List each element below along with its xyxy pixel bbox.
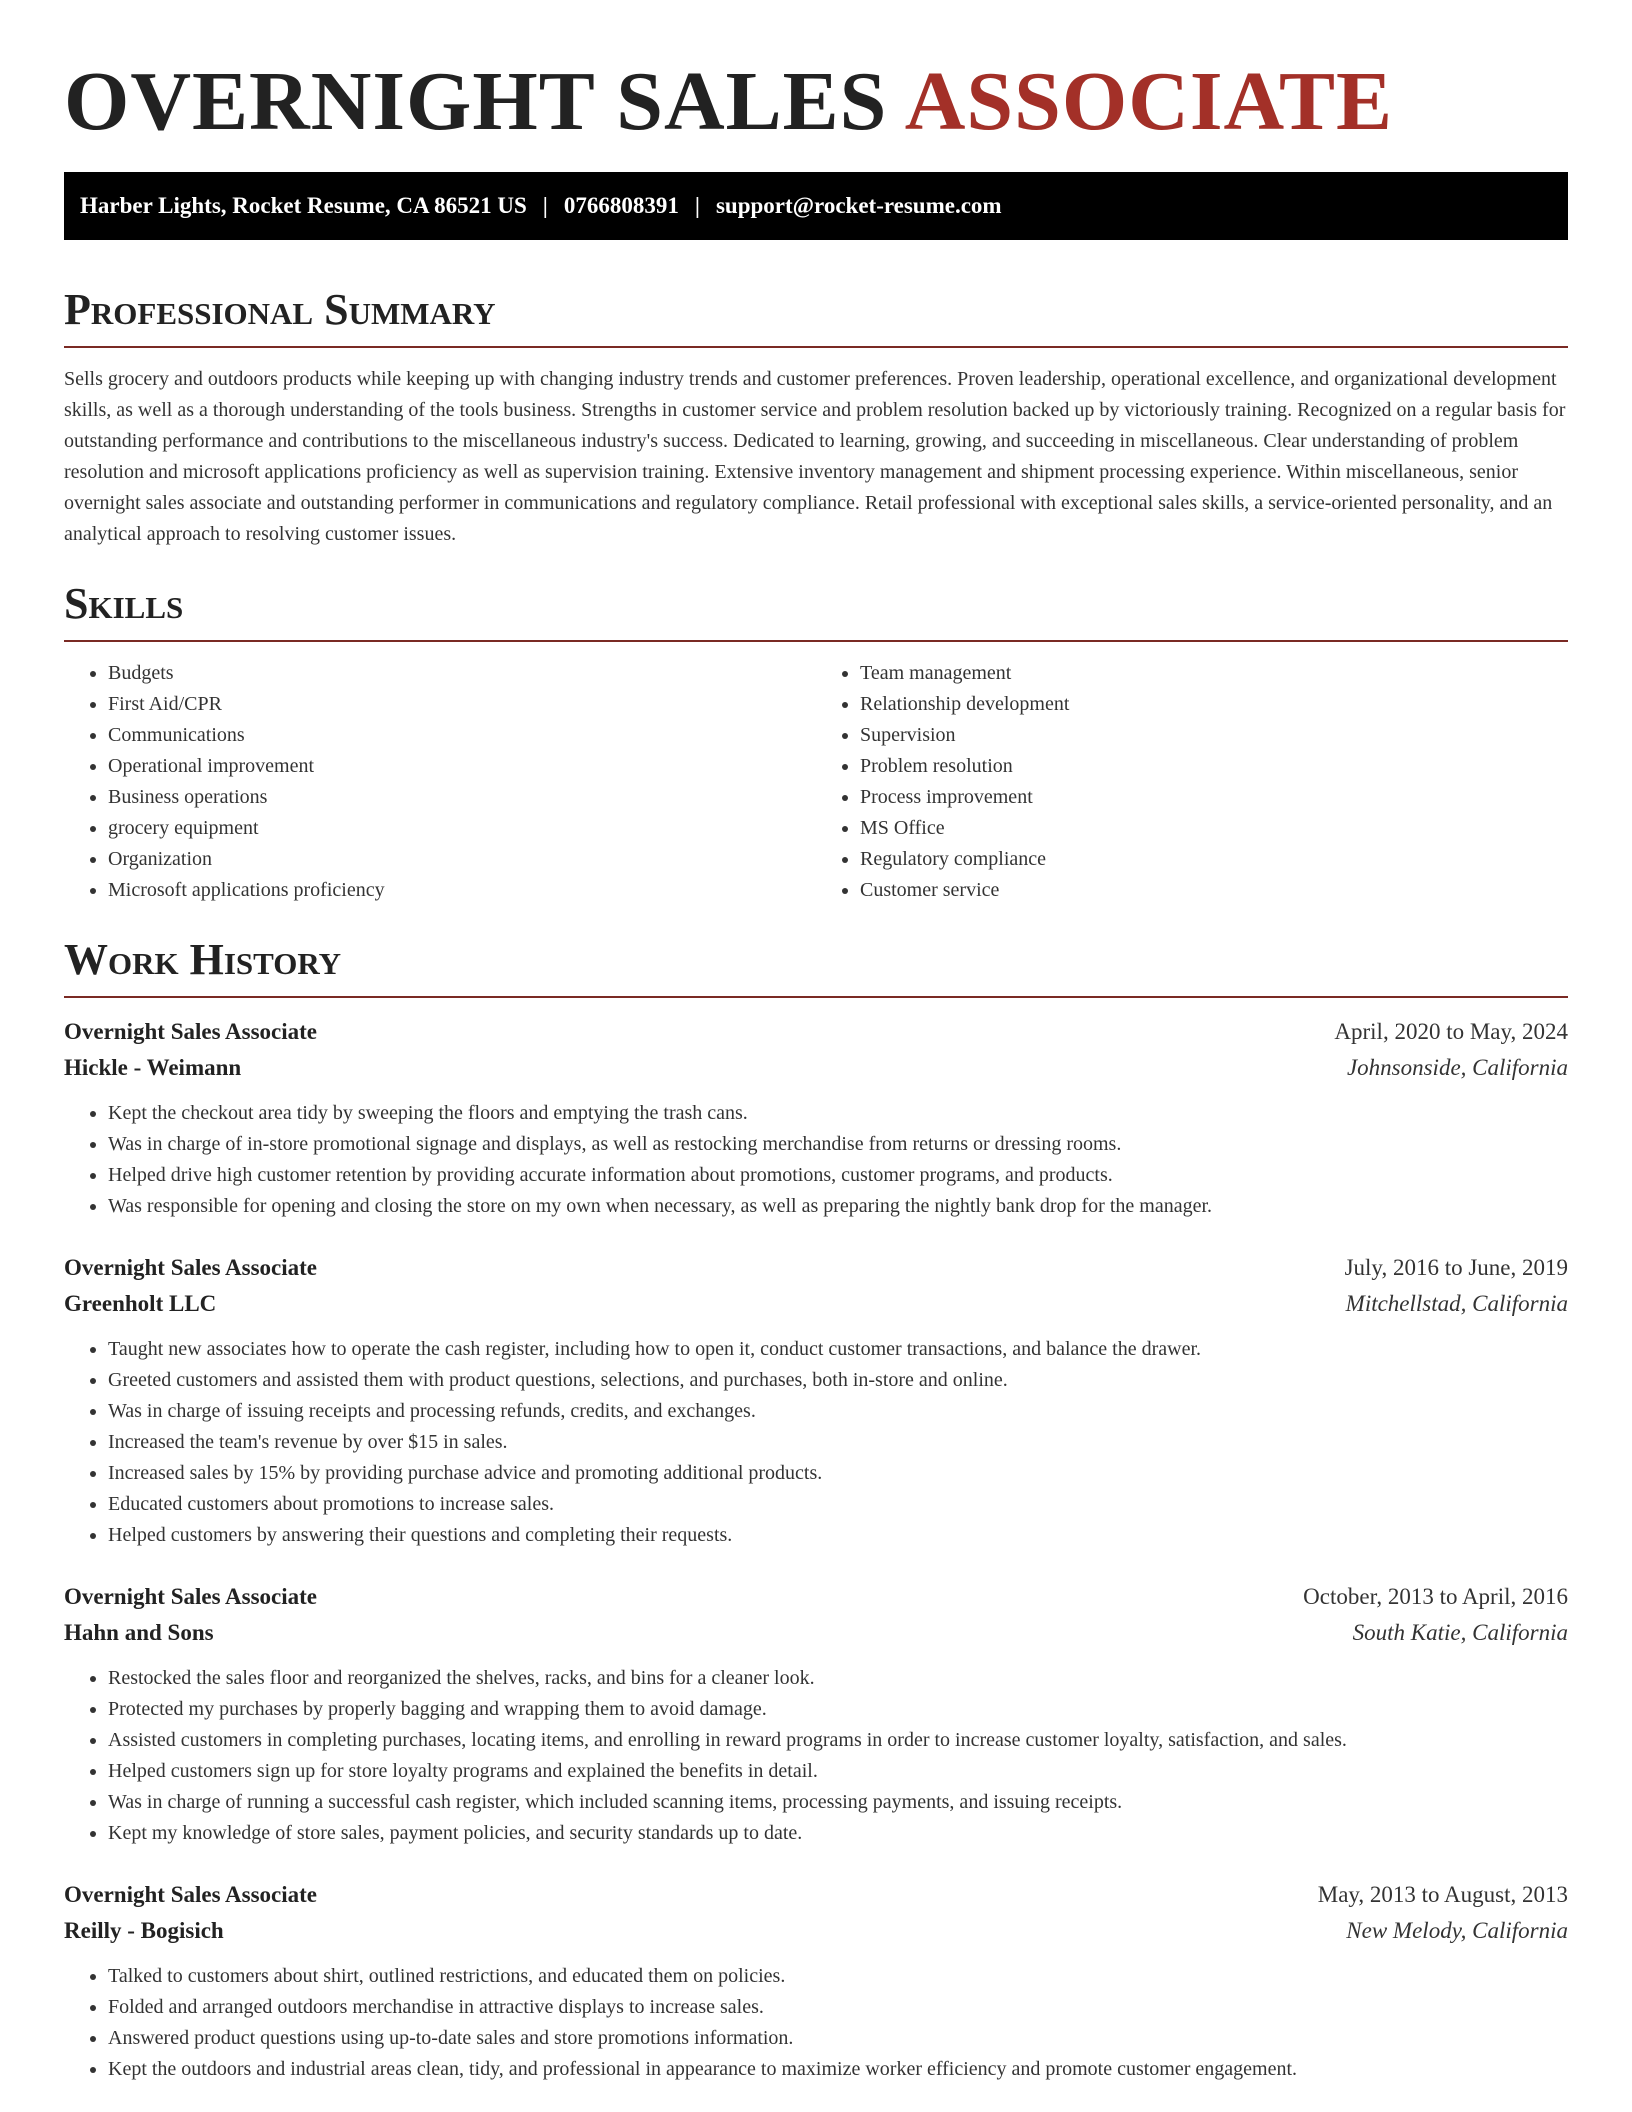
job-dates: October, 2013 to April, 2016 bbox=[1303, 1584, 1568, 1609]
summary-text: Sells grocery and outdoors products while keeping up with changing industry trends and customer preferences. Proven leadership, operational excellence, and organizational development skills, as well as a thorough understanding of the tools business. Strengths in customer service and problem resolution backed up by victoriously training. Recognized on a regular basis for outstanding performance and contributions to the miscellaneous industry's success. Dedicated to learning, growing, and succeeding in miscellaneous. Clear understanding of problem resolution and microsoft applications proficiency as well as supervision training. Extensive inventory management and shipment processing experience. Within miscellaneous, senior overnight sales associate and outstanding performer in communications and regulatory compliance. Retail professional with exceptional sales skills, a service-oriented personality, and an analytical approach to resolving customer issues. bbox=[64, 368, 1566, 545]
skill-item: • MS Office bbox=[860, 813, 1568, 844]
job-company-row bbox=[64, 1913, 1568, 1949]
job-company-row bbox=[64, 1286, 1568, 1322]
skill-item: • Team management bbox=[860, 658, 1568, 689]
contact-address: Harber Lights, Rocket Resume, CA 86521 US bbox=[80, 193, 527, 218]
job-title: Overnight Sales Associate bbox=[64, 1019, 317, 1044]
summary-heading: Professional Summary bbox=[64, 285, 496, 334]
job-title: Overnight Sales Associate bbox=[64, 1882, 317, 1907]
skill-item: • Communications bbox=[108, 720, 816, 751]
title-part-dark: OVERNIGHT SALES bbox=[64, 55, 888, 148]
job-location: Johnsonside, California bbox=[1346, 1055, 1568, 1080]
job-bullet-list bbox=[64, 1961, 1568, 2085]
job-bullet: • Kept my knowledge of store sales, payment policies, and security standards up to date. bbox=[108, 1818, 1568, 1849]
job-bullet-list bbox=[64, 1334, 1568, 1551]
job-company-row bbox=[64, 1615, 1568, 1651]
job-bullet: • Increased the team's revenue by over $15 in sales. bbox=[108, 1427, 1568, 1458]
job-bullet-list bbox=[64, 1663, 1568, 1849]
work-history-section bbox=[64, 934, 1568, 2085]
skill-item: • grocery equipment bbox=[108, 813, 816, 844]
job-company: Greenholt LLC bbox=[64, 1291, 217, 1316]
skill-item: • Business operations bbox=[108, 782, 816, 813]
job-bullet-list bbox=[64, 1098, 1568, 1222]
skill-item: • Customer service bbox=[860, 875, 1568, 906]
job-bullet: • Was in charge of running a successful cash register, which included scanning items, processing payments, and issuing receipts. bbox=[108, 1787, 1568, 1818]
title-part-accent: ASSOCIATE bbox=[904, 55, 1394, 148]
skill-item: • Process improvement bbox=[860, 782, 1568, 813]
job-bullet: • Helped customers sign up for store loyalty programs and explained the benefits in detail. bbox=[108, 1756, 1568, 1787]
job-bullet: • Folded and arranged outdoors merchandise in attractive displays to increase sales. bbox=[108, 1992, 1568, 2023]
job-bullet: • Assisted customers in completing purchases, locating items, and enrolling in reward programs in order to increase customer loyalty, satisfaction, and sales. bbox=[108, 1725, 1568, 1756]
contact-bar bbox=[64, 172, 1568, 240]
summary-section bbox=[64, 284, 1568, 550]
skills-columns bbox=[64, 658, 1568, 906]
job-entry bbox=[64, 1877, 1568, 2085]
skill-item: • Organization bbox=[108, 844, 816, 875]
job-bullet: • Was in charge of issuing receipts and processing refunds, credits, and exchanges. bbox=[108, 1396, 1568, 1427]
skill-item: • Operational improvement bbox=[108, 751, 816, 782]
job-header-row bbox=[64, 1014, 1568, 1050]
contact-separator: | bbox=[542, 193, 548, 218]
job-bullet: • Protected my purchases by properly bagging and wrapping them to avoid damage. bbox=[108, 1694, 1568, 1725]
job-company-row bbox=[64, 1050, 1568, 1086]
job-bullet: • Answered product questions using up-to-date sales and store promotions information. bbox=[108, 2023, 1568, 2054]
section-divider bbox=[64, 640, 1568, 642]
skill-item: • Microsoft applications proficiency bbox=[108, 875, 816, 906]
skill-item: • Supervision bbox=[860, 720, 1568, 751]
job-location: New Melody, California bbox=[1346, 1918, 1568, 1943]
job-header-row bbox=[64, 1579, 1568, 1615]
job-bullet: • Helped drive high customer retention by providing accurate information about promotions, customer programs, and products. bbox=[108, 1160, 1568, 1191]
skill-item: • Regulatory compliance bbox=[860, 844, 1568, 875]
job-title: Overnight Sales Associate bbox=[64, 1255, 317, 1280]
skill-item: • Relationship development bbox=[860, 689, 1568, 720]
resume-title bbox=[64, 52, 1568, 152]
job-bullet: • Taught new associates how to operate the cash register, including how to open it, conduct customer transactions, and balance the drawer. bbox=[108, 1334, 1568, 1365]
job-header-row bbox=[64, 1877, 1568, 1913]
job-entry bbox=[64, 1579, 1568, 1849]
job-entry bbox=[64, 1014, 1568, 1222]
job-dates: May, 2013 to August, 2013 bbox=[1317, 1882, 1568, 1907]
skill-item: • First Aid/CPR bbox=[108, 689, 816, 720]
skill-item: • Budgets bbox=[108, 658, 816, 689]
job-bullet: • Was responsible for opening and closing the store on my own when necessary, as well as preparing the nightly bank drop for the manager. bbox=[108, 1191, 1568, 1222]
job-location: South Katie, California bbox=[1352, 1620, 1568, 1645]
skill-item: • Problem resolution bbox=[860, 751, 1568, 782]
job-dates: July, 2016 to June, 2019 bbox=[1344, 1255, 1568, 1280]
job-dates: April, 2020 to May, 2024 bbox=[1334, 1019, 1568, 1044]
job-company: Hickle - Weimann bbox=[64, 1055, 242, 1080]
skills-section bbox=[64, 578, 1568, 906]
contact-separator: | bbox=[694, 193, 700, 218]
contact-email: support@rocket-resume.com bbox=[715, 193, 1002, 218]
job-bullet: • Was in charge of in-store promotional signage and displays, as well as restocking merchandise from returns or dressing rooms. bbox=[108, 1129, 1568, 1160]
job-company: Hahn and Sons bbox=[64, 1620, 214, 1645]
skills-heading: Skills bbox=[64, 579, 184, 628]
job-header-row bbox=[64, 1250, 1568, 1286]
contact-phone: 0766808391 bbox=[563, 193, 679, 218]
resume-page bbox=[64, 0, 1568, 2085]
job-company: Reilly - Bogisich bbox=[64, 1918, 224, 1943]
job-bullet: • Helped customers by answering their questions and completing their requests. bbox=[108, 1520, 1568, 1551]
skills-list-left bbox=[64, 658, 816, 906]
job-bullet: • Kept the outdoors and industrial areas clean, tidy, and professional in appearance to maximize worker efficiency and promote customer engagement. bbox=[108, 2054, 1568, 2085]
skills-list-right bbox=[816, 658, 1568, 906]
job-bullet: • Increased sales by 15% by providing purchase advice and promoting additional products. bbox=[108, 1458, 1568, 1489]
job-title: Overnight Sales Associate bbox=[64, 1584, 317, 1609]
job-bullet: • Educated customers about promotions to increase sales. bbox=[108, 1489, 1568, 1520]
job-bullet: • Greeted customers and assisted them with product questions, selections, and purchases, both in-store and online. bbox=[108, 1365, 1568, 1396]
section-divider bbox=[64, 346, 1568, 348]
job-bullet: • Kept the checkout area tidy by sweeping the floors and emptying the trash cans. bbox=[108, 1098, 1568, 1129]
job-location: Mitchellstad, California bbox=[1345, 1291, 1568, 1316]
section-divider bbox=[64, 996, 1568, 998]
work-history-heading: Work History bbox=[64, 935, 342, 984]
job-bullet: • Restocked the sales floor and reorganized the shelves, racks, and bins for a cleaner look. bbox=[108, 1663, 1568, 1694]
job-entry bbox=[64, 1250, 1568, 1551]
job-bullet: • Talked to customers about shirt, outlined restrictions, and educated them on policies. bbox=[108, 1961, 1568, 1992]
